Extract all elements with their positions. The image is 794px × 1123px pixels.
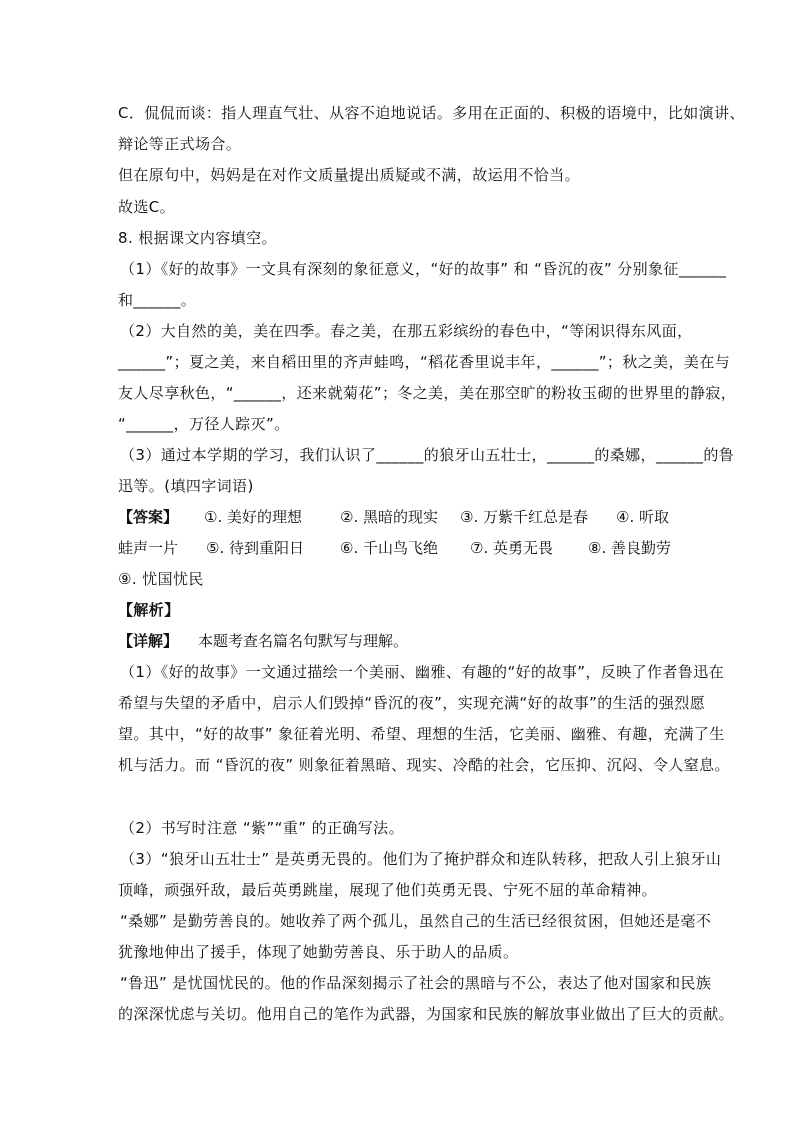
analysis-part-1-line-2: 希望与失望的矛盾中，启示人们毁掉“昏沉的夜”，实现充满“好的故事”的生活的强烈愿 [118, 694, 706, 712]
question-8-part-2-line-3: 友人尽享秋色，“______，还来就菊花”；冬之美，美在那空旷的粉妆玉砌的世界里的静寂， [118, 384, 737, 402]
question-8-part-1-line-2: 和______。 [118, 291, 197, 309]
detail-text: 本题考查名篇名句默写与理解。 [198, 632, 409, 650]
answer-item-3: ③. 万紫千红总是春 [460, 508, 588, 526]
answer-item-9: ⑨. 忧国忧民 [118, 570, 204, 588]
analysis-part-3-line-1: （3）“狼牙山五壮士” 是英勇无畏的。他们为了掩护群众和连队转移，把敌人引上狼牙山 [120, 850, 722, 868]
detail-label: 【详解】 [118, 632, 179, 650]
option-c-line-1: C．侃侃而谈：指人理直气壮、从容不迫地说话。多用在正面的、积极的语境中，比如演讲、 [118, 104, 745, 122]
answer-label: 【答案】 [118, 508, 179, 526]
question-8-part-2-line-2: ______”；夏之美，来自稻田里的齐声蛙鸣，“稻花香里说丰年，______”；秋之美，美在与 [118, 353, 731, 371]
answer-item-1: ①. 美好的理想 [204, 508, 302, 526]
answer-item-2: ②. 黑暗的现实 [340, 508, 438, 526]
analysis-part-3-line-5: “鲁迅” 是忧国忧民的。他的作品深刻揭示了社会的黑暗与不公，表达了他对国家和民族 [120, 974, 712, 992]
analysis-part-3-line-6: 的深深忧虑与关切。他用自己的笔作为武器，为国家和民族的解放事业做出了巨大的贡献。 [118, 1005, 735, 1023]
answer-item-5: ⑤. 待到重阳日 [206, 539, 304, 557]
question-8-part-2-line-4: “______，万径人踪灭”。 [118, 415, 290, 433]
analysis-part-1-line-4: 机与活力。而 “昏沉的夜” 则象征着黑暗、现实、冷酷的社会，它压抑、沉闷、令人窒息。 [118, 756, 730, 774]
answer-item-4: ④. 听取 [616, 508, 669, 526]
question-8-title: 8. 根据课文内容填空。 [118, 229, 277, 247]
question-8-part-1-line-1: （1）《好的故事》一文具有深刻的象征意义，“好的故事” 和 “昏沉的夜” 分别象征______ [120, 260, 727, 278]
analysis-part-2: （2）书写时注意 “紫”“重” 的正确写法。 [120, 819, 404, 837]
answer-item-6: ⑥. 千山鸟飞绝 [340, 539, 438, 557]
analysis-part-3-line-4: 犹豫地伸出了援手，体现了她勤劳善良、乐于助人的品质。 [118, 943, 519, 961]
question-8-part-3-line-2: 迅等。(填四字词语) [118, 477, 254, 495]
analysis-label: 【解析】 [118, 601, 180, 619]
option-c-line-2: 辩论等正式场合。 [118, 135, 242, 153]
answer-item-7: ⑦. 英勇无畏 [470, 539, 553, 557]
analysis-part-1-line-3: 望。其中，“好的故事” 象征着光明、希望、理想的生活，它美丽、幽雅、有趣，充满了生 [118, 725, 725, 743]
choice-conclusion: 故选C。 [118, 198, 176, 216]
analysis-part-1-line-1: （1）《好的故事》一文通过描绘一个美丽、幽雅、有趣的“好的故事”，反映了作者鲁迅在 [120, 663, 724, 681]
question-8-part-2-line-1: （2）大自然的美，美在四季。春之美，在那五彩缤纷的春色中，“等闲识得东风面， [120, 322, 693, 340]
question-8-part-3-line-1: （3）通过本学期的学习，我们认识了______的狼牙山五壮士，______的桑娜，______的鲁 [120, 446, 735, 464]
option-c-line-3: 但在原句中，妈妈是在对作文质量提出质疑或不满，故运用不恰当。 [118, 166, 581, 184]
answer-item-4-continued: 蛙声一片 [118, 539, 179, 557]
analysis-part-3-line-3: “桑娜” 是勤劳善良的。她收养了两个孤儿，虽然自己的生活已经很贫困，但她还是毫不 [120, 912, 712, 930]
answer-item-8: ⑧. 善良勤劳 [588, 539, 671, 557]
analysis-part-3-line-2: 顶峰，顽强歼敌，最后英勇跳崖，展现了他们英勇无畏、宁死不屈的革命精神。 [118, 881, 658, 899]
